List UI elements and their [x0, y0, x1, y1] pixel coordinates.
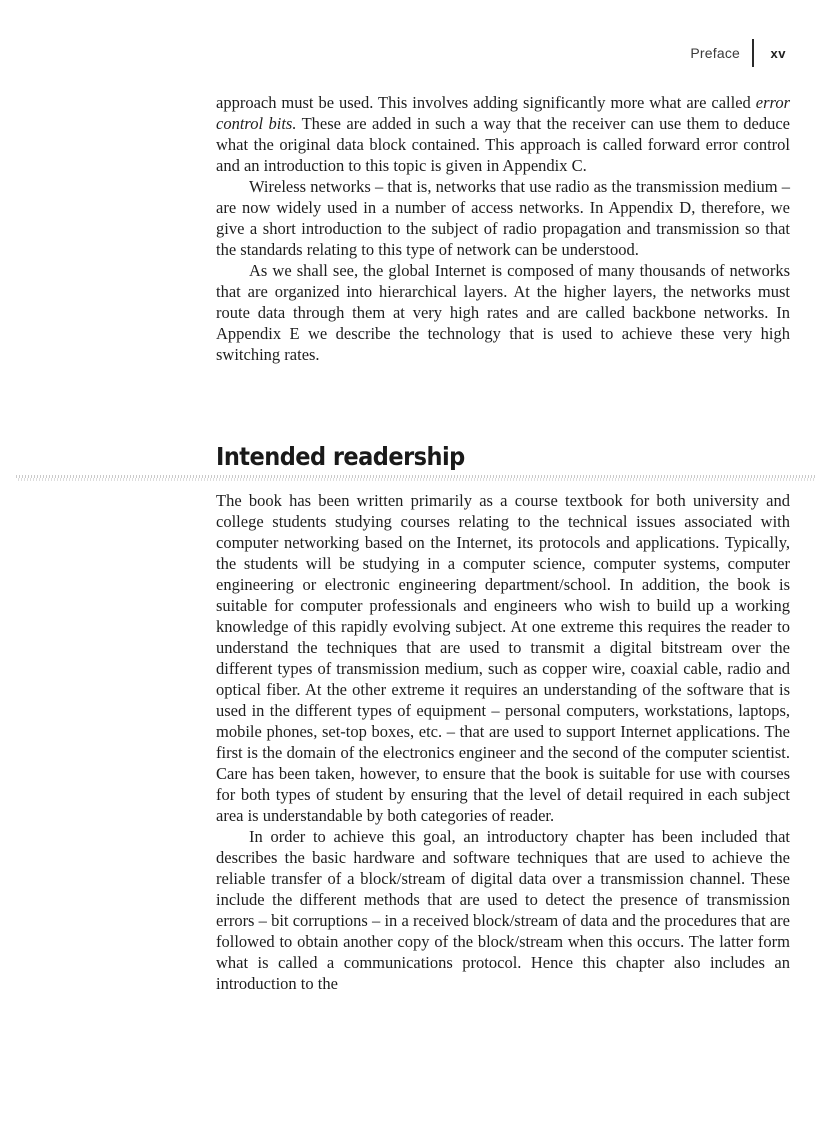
paragraph-backbone-networks: As we shall see, the global Internet is composed of many thousands of networks that are organized into hierarchical layers. At the higher layers, the networks must route data through them at very high rates and are called backbone networks. In Appendix E we describe the technology that is used to achieve these very high switching rates. [216, 261, 790, 364]
paragraph-error-control [216, 92, 790, 176]
italic-term: error control bits. [216, 93, 790, 133]
page-number: xv [770, 45, 786, 61]
section-heading: Intended readership [216, 442, 465, 471]
paragraph-readership: The book has been written primarily as a course textbook for both university and college students studying courses relating to the technical issues associated with computer networking based on the Internet, its protocols and applications. Typically, the students will be studying in a computer science, computer systems, computer engineering or electronic engineering department/school. In addition, the book is suitable for computer professionals and engineers who wish to build up a working knowledge of this rapidly evolving subject. At one extreme this requires the reader to understand the techniques that are used to transmit a digital bitstream over the different types of transmission medium, such as copper wire, coaxial cable, radio and optical fiber. At the other extreme it requires an understanding of the software that is used in the different types of equipment – personal computers, workstations, laptops, mobile phones, set-top boxes, etc. – that are used to support Internet applications. The first is the domain of the electronics engineer and the second of the computer scientist. Care has been taken, however, to ensure that the book is suitable for use with courses for both types of student by ensuring that the level of detail required in each subject area is understandable by both categories of reader. [216, 491, 790, 825]
heading-underline-rule [16, 475, 816, 481]
continued-text-block [216, 92, 790, 365]
running-head-section-title: Preface [690, 45, 741, 61]
paragraph-introductory-chapter: In order to achieve this goal, an introductory chapter has been included that describes the basic hardware and software techniques that are used to achieve the reliable transfer of a block/stream of digital data over a transmission channel. These include the different methods that are used to detect the presence of transmission errors – bit corruptions – in a received block/stream of data and the procedures that are followed to obtain another copy of the block/stream when this occurs. The latter form what is called a communications protocol. Hence this chapter also includes an introduction to the [216, 827, 790, 993]
paragraph-wireless-networks: Wireless networks – that is, networks that use radio as the transmission medium – are now widely used in a number of access networks. In Appendix D, therefore, we give a short introduction to the subject of radio propagation and transmission so that the standards relating to this type of network can be understood. [216, 177, 790, 259]
running-head [690, 40, 786, 66]
running-head-divider [752, 39, 754, 67]
paragraph-text: approach must be used. This involves adding significantly more what are called [216, 93, 756, 112]
section-body [216, 490, 790, 994]
paragraph-text: These are added in such a way that the receiver can use them to deduce what the original data block contained. This approach is called forward error control and an introduction to this topic is given in Appendix C. [216, 114, 790, 175]
